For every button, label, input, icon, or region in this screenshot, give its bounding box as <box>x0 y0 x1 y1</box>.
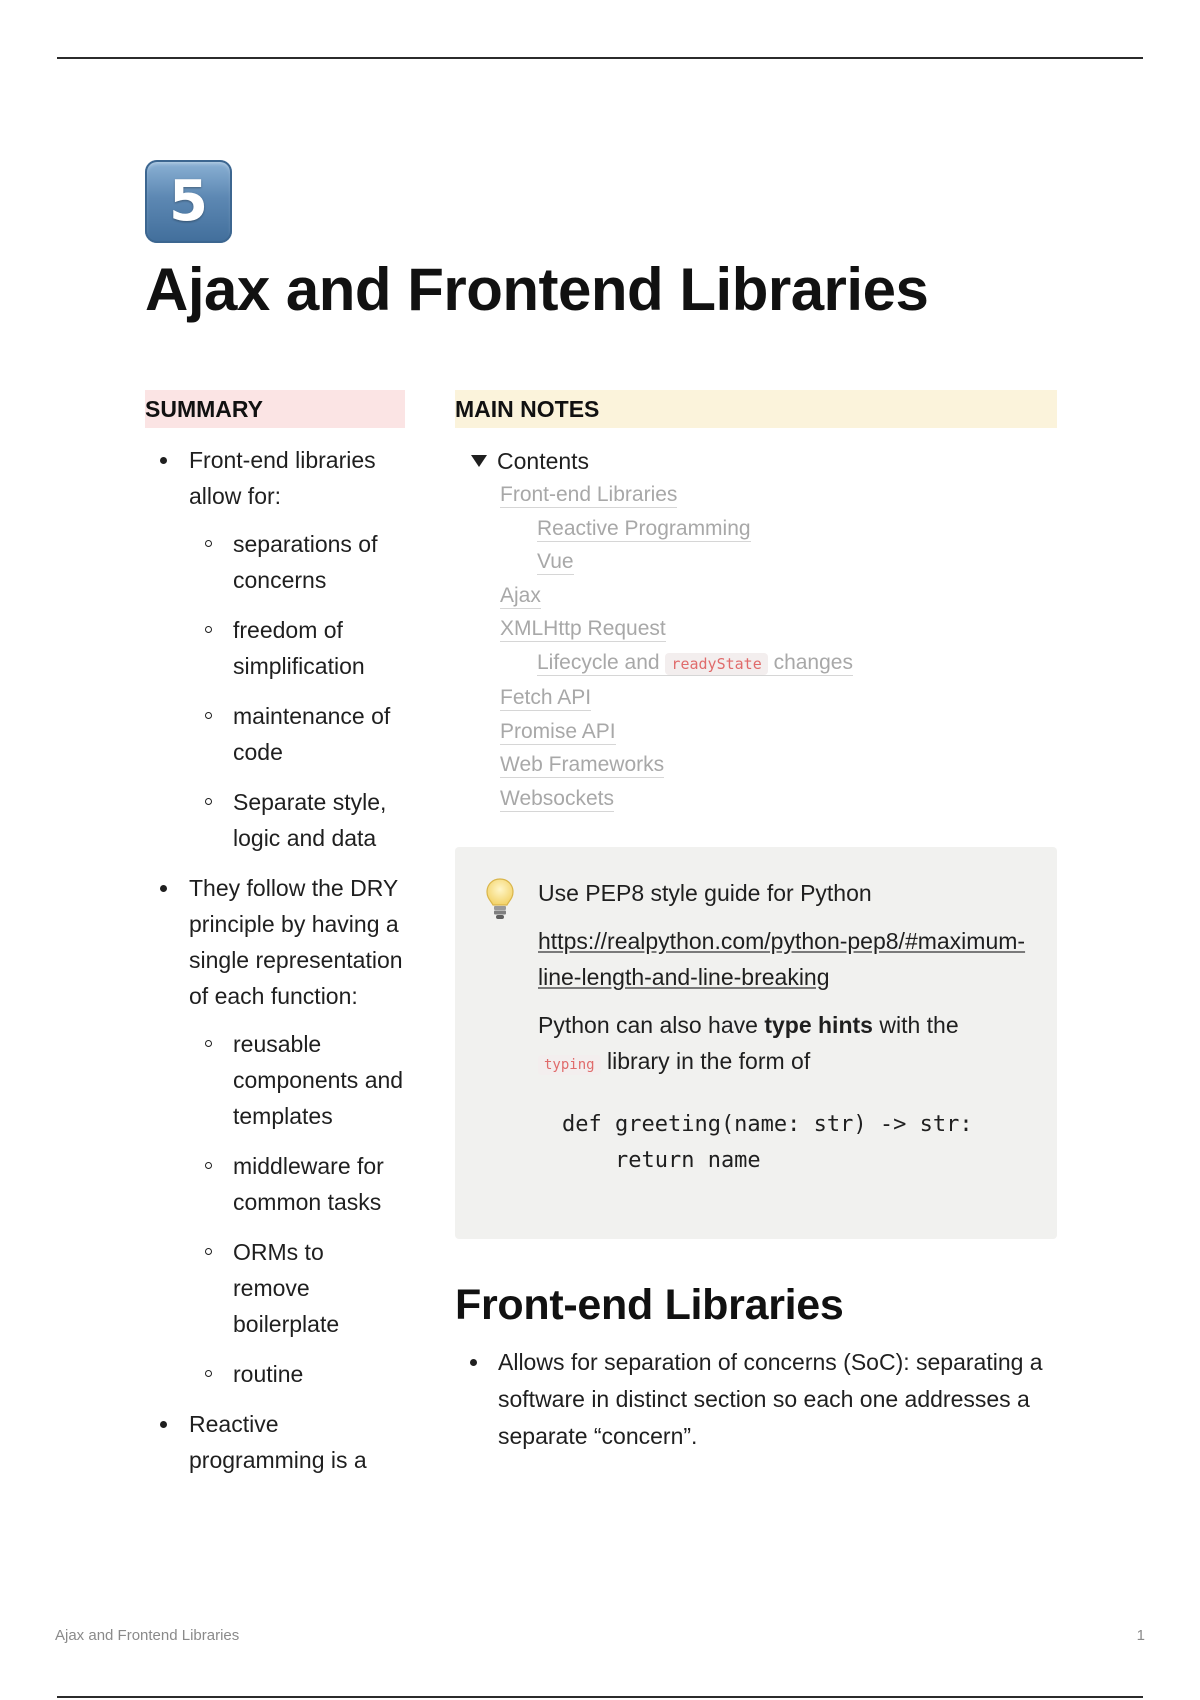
main-notes-column <box>455 390 1057 1455</box>
code-line: def greeting(name: str) -> str: <box>562 1112 973 1137</box>
main-notes-header: MAIN NOTES <box>455 390 1057 428</box>
bottom-rule <box>57 1696 1143 1698</box>
section-list <box>455 1344 1057 1455</box>
list-item: freedom of simplification <box>189 612 405 684</box>
page-title: Ajax and Frontend Libraries <box>145 256 929 323</box>
list-item: reusable components and templates <box>189 1026 405 1134</box>
code-block <box>562 1107 1027 1179</box>
toc-link-lifecycle-before[interactable]: Lifecycle and <box>537 650 660 674</box>
callout-link-paragraph <box>538 923 1027 995</box>
toc-item <box>500 715 1057 749</box>
hint-text-after: with the <box>872 1012 959 1038</box>
list-item-text: They follow the DRY principle by having a single representation of each function: <box>189 875 403 1009</box>
pep8-link[interactable]: https://realpython.com/python-pep8/#maximum-line-length-and-line-breaking <box>538 928 1026 990</box>
list-item <box>145 1406 405 1478</box>
toc-item <box>500 478 1057 512</box>
toc-item <box>500 612 1057 646</box>
code-line: return name <box>562 1148 761 1173</box>
toc-link-promise-api[interactable]: Promise API <box>500 719 616 743</box>
toc-item <box>500 512 1057 546</box>
toc-link-lifecycle-code[interactable]: readyState <box>665 653 767 675</box>
toc-link-front-end-libraries[interactable]: Front-end Libraries <box>500 483 678 506</box>
toc-item <box>500 681 1057 715</box>
callout-line: Use PEP8 style guide for Python <box>538 880 872 906</box>
toc-link-reactive-programming[interactable]: Reactive Programming <box>537 516 751 540</box>
sub-list <box>189 1026 405 1392</box>
typing-code: typing <box>538 1055 601 1075</box>
toc-item <box>500 646 1057 682</box>
list-item: Allows for separation of concerns (SoC): separating a software in distinct section so each one addresses a separate “concern”. <box>455 1344 1057 1455</box>
list-item: routine <box>189 1356 405 1392</box>
contents-toggle[interactable] <box>455 446 1057 476</box>
list-item <box>145 870 405 1392</box>
hint-tail: library in the form of <box>600 1048 811 1074</box>
footer-document-title: Ajax and Frontend Libraries <box>55 1627 240 1644</box>
sub-list <box>189 526 405 856</box>
badge-number: 5 <box>169 169 208 234</box>
list-item-text: Reactive programming is a <box>189 1411 367 1473</box>
summary-column <box>145 390 405 1488</box>
keycap-five-icon <box>145 160 232 243</box>
callout-body <box>538 875 1027 1179</box>
list-item: Separate style, logic and data <box>189 784 405 856</box>
toc-link-lifecycle[interactable] <box>537 651 853 676</box>
toc-item <box>500 579 1057 613</box>
triangle-down-icon[interactable] <box>471 455 487 467</box>
hint-bold: type hints <box>764 1012 873 1038</box>
table-of-contents <box>455 478 1057 815</box>
list-item: separations of concerns <box>189 526 405 598</box>
toc-link-vue[interactable]: Vue <box>537 550 574 573</box>
hint-text-before: Python can also have <box>538 1012 765 1038</box>
toc-item <box>500 545 1057 579</box>
toc-link-lifecycle-after[interactable]: changes <box>773 650 853 674</box>
toc-link-websockets[interactable]: Websockets <box>500 786 614 810</box>
list-item: middleware for common tasks <box>189 1148 405 1220</box>
type-hints-paragraph <box>538 1007 1027 1083</box>
list-item: ORMs to remove boilerplate <box>189 1234 405 1342</box>
lightbulb-icon <box>485 877 515 921</box>
toc-item <box>500 748 1057 782</box>
list-item-text: Front-end libraries allow for: <box>189 447 376 509</box>
section-heading: Front-end Libraries <box>455 1281 844 1329</box>
toc-item <box>500 782 1057 816</box>
list-item <box>145 442 405 856</box>
toc-link-xmlhttp-request[interactable]: XMLHttp Request <box>500 617 666 640</box>
top-rule <box>57 57 1143 59</box>
footer-page-number: 1 <box>1136 1627 1145 1644</box>
contents-toggle-label[interactable]: Contents <box>497 448 590 474</box>
toc-link-web-frameworks[interactable]: Web Frameworks <box>500 753 665 776</box>
summary-header: SUMMARY <box>145 390 405 428</box>
list-item: maintenance of code <box>189 698 405 770</box>
summary-list <box>145 442 405 1478</box>
callout-box <box>455 847 1057 1239</box>
toc-link-ajax[interactable]: Ajax <box>500 583 541 607</box>
toc-link-fetch-api[interactable]: Fetch API <box>500 686 592 709</box>
